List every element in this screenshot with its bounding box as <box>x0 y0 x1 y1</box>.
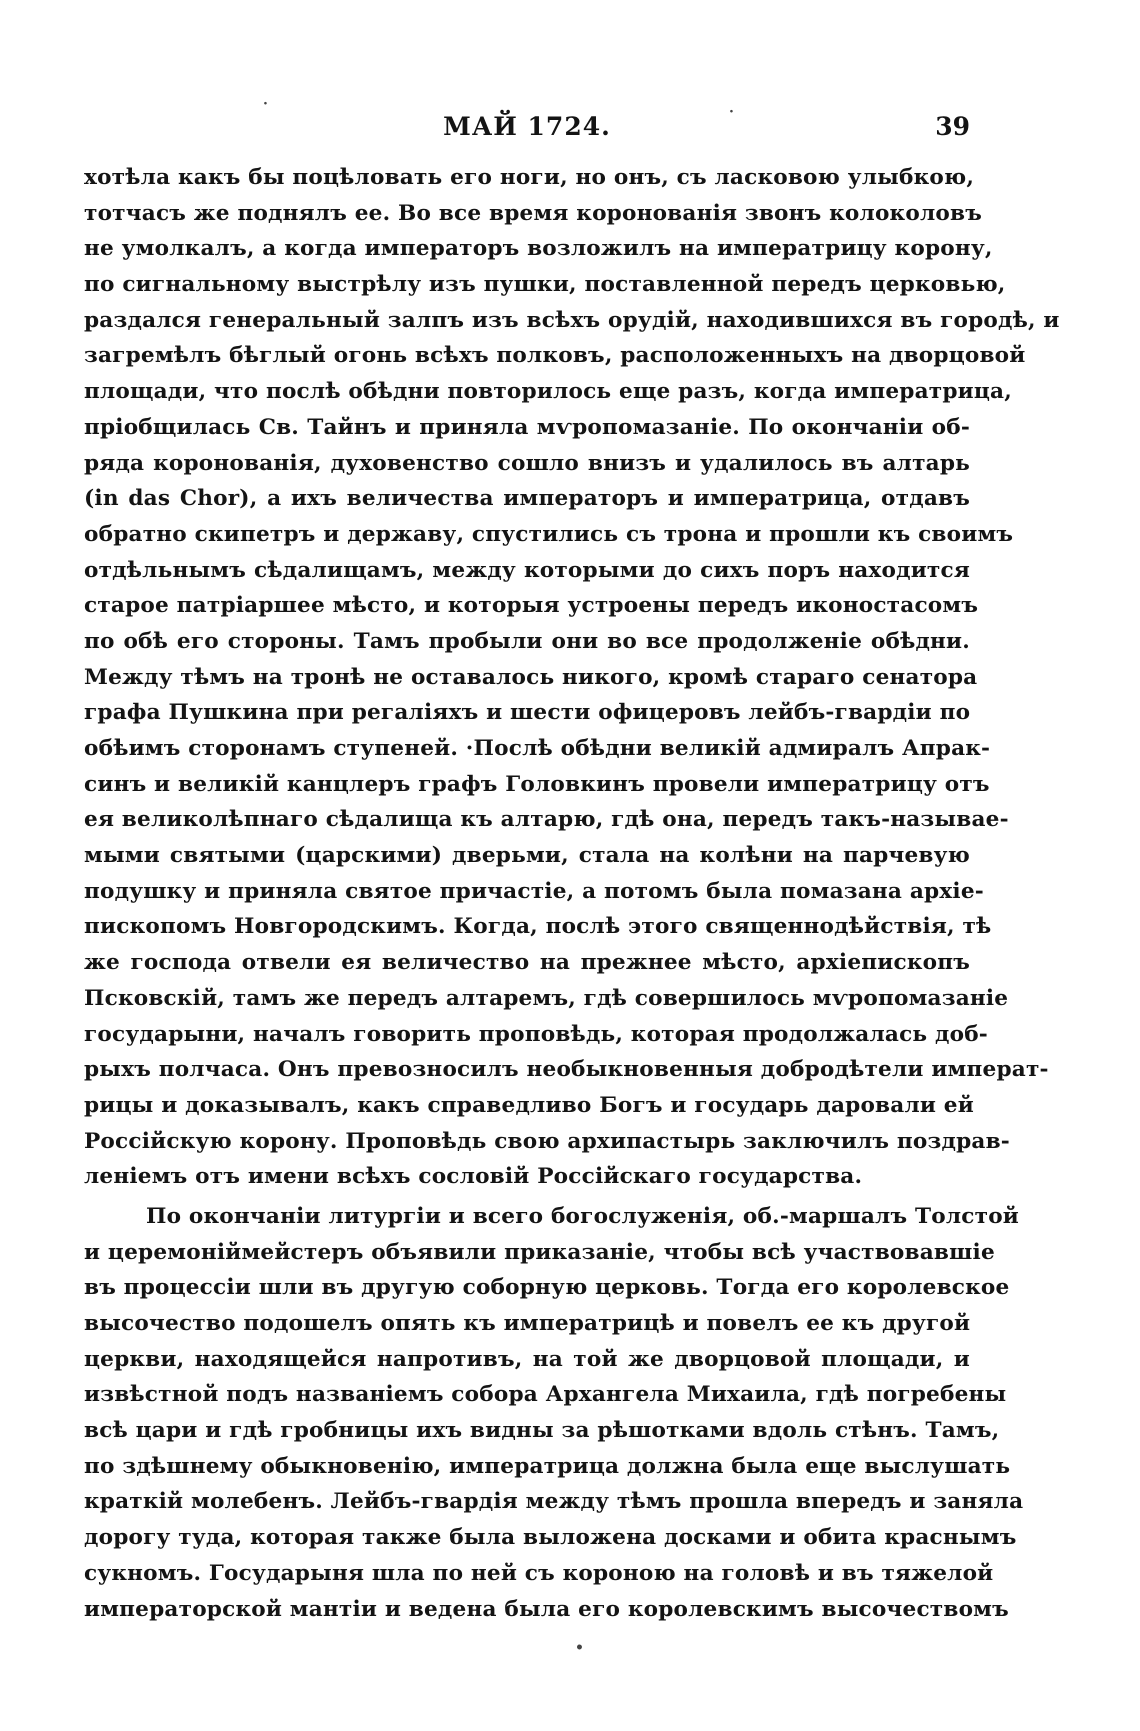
text-line: леніемъ отъ имени всѣхъ сословій Россійскаго государства. <box>84 1164 863 1190</box>
text-line: высочество подошелъ опять къ императрицѣ и повелъ ее къ другой <box>84 1311 971 1336</box>
text-line: Россійскую корону. Проповѣдь свою архипастырь заключилъ поздрав- <box>84 1128 1010 1154</box>
text-line: обратно скипетръ и державу, спустились съ трона и прошли къ своимъ <box>84 521 1014 547</box>
text-line: раздался генеральный залпъ изъ всѣхъ орудій, находившихся въ городѣ, и <box>84 307 1060 333</box>
paragraph-2 <box>84 1199 1024 1627</box>
print-speck: • <box>575 1640 584 1656</box>
text-line: Псковскій, тамъ же передъ алтаремъ, гдѣ совершилось мѵропомазаніе <box>84 985 1009 1011</box>
text-line: площади, что послѣ обѣдни повторилось еще разъ, когда императрица, <box>84 379 1012 405</box>
text-line: императорской мантіи и ведена была его королевскимъ высочествомъ <box>84 1596 1009 1622</box>
text-line: краткій молебенъ. Лейбъ-гвардія между тѣмъ прошла впередъ и заняла <box>84 1489 1024 1515</box>
text-line: ея великолѣпнаго сѣдалища къ алтарю, гдѣ она, передъ такъ-называе- <box>84 807 1009 833</box>
print-speck: · <box>263 96 268 112</box>
text-line: подушку и приняла святое причастіе, а потомъ была помазана архіе- <box>84 878 984 904</box>
running-title: МАЙ 1724. <box>443 112 611 141</box>
text-line: по обѣ его стороны. Тамъ пробыли они во все продолженіе обѣдни. <box>84 628 970 654</box>
text-line: рыхъ полчаса. Онъ превозносилъ необыкновенныя добродѣтели императ- <box>84 1057 1049 1083</box>
text-line: же господа отвели ея величество на прежнее мѣсто, архіепископъ <box>84 950 970 976</box>
text-line: не умолкалъ, а когда императоръ возложилъ на императрицу корону, <box>84 236 993 262</box>
text-line: пріобщилась Св. Тайнъ и приняла мѵропомазаніе. По окончаніи об- <box>84 414 970 440</box>
text-line: по сигнальному выстрѣлу изъ пушки, поставленной передъ церковью, <box>84 272 1006 298</box>
text-line: графа Пушкина при регаліяхъ и шести офицеровъ лейбъ-гвардіи по <box>84 700 971 726</box>
text-line: и церемоніймейстеръ объявили приказаніе, чтобы всѣ участвовавшіе <box>84 1239 995 1265</box>
page-header <box>84 112 970 152</box>
text-line: церкви, находящейся напротивъ, на той же дворцовой площади, и <box>84 1346 970 1372</box>
text-line: всѣ цари и гдѣ гробницы ихъ видны за рѣшотками вдоль стѣнъ. Тамъ, <box>84 1418 1000 1444</box>
text-line: рицы и доказывалъ, какъ справедливо Богъ и государь даровали ей <box>84 1092 974 1118</box>
print-speck: · <box>729 104 734 120</box>
text-line: сукномъ. Государыня шла по ней съ короною на головѣ и въ тяжелой <box>84 1560 994 1586</box>
text-line: По окончаніи литургіи и всего богослуженія, об.-маршалъ Толстой <box>146 1203 1020 1229</box>
text-line: пископомъ Новгородскимъ. Когда, послѣ этого священнодѣйствія, тѣ <box>84 914 992 940</box>
text-line: отдѣльнымъ сѣдалищамъ, между которыми до сихъ поръ находится <box>84 557 970 583</box>
text-line: Между тѣмъ на тронѣ не оставалось никого, кромѣ стараго сенатора <box>84 664 978 690</box>
text-line: государыни, началъ говорить проповѣдь, которая продолжалась доб- <box>84 1021 988 1047</box>
text-line: загремѣлъ бѣглый огонь всѣхъ полковъ, расположенныхъ на дворцовой <box>84 343 1026 369</box>
text-line: дорогу туда, которая также была выложена досками и обита краснымъ <box>84 1525 1017 1551</box>
text-line: въ процессіи шли въ другую соборную церковь. Тогда его королевское <box>84 1275 1010 1301</box>
text-line: ряда коронованія, духовенство сошло внизъ и удалилось въ алтарь <box>84 450 970 476</box>
text-line: (in das Chor), а ихъ величества императоръ и императрица, отдавъ <box>84 486 970 512</box>
text-line: по здѣшнему обыкновенію, императрица должна была еще выслушать <box>84 1453 1011 1479</box>
text-line: обѣимъ сторонамъ ступеней. ·Послѣ обѣдни великій адмиралъ Апрак- <box>84 736 991 761</box>
text-line: мыми святыми (царскими) дверьми, стала на колѣни на парчевую <box>84 843 970 869</box>
body-text <box>84 160 1060 1627</box>
text-line: старое патріаршее мѣсто, и которыя устроены передъ иконостасомъ <box>84 593 979 619</box>
page-number: 39 <box>935 112 970 141</box>
paragraph-1 <box>84 160 1060 1195</box>
text-line: извѣстной подъ названіемъ собора Архангела Михаила, гдѣ погребены <box>84 1382 1007 1408</box>
text-line: хотѣла какъ бы поцѣловать его ноги, но онъ, съ ласковою улыбкою, <box>84 165 975 190</box>
text-line: тотчасъ же поднялъ ее. Во все время коронованія звонъ колоколовъ <box>84 200 982 226</box>
text-line: синъ и великій канцлеръ графъ Головкинъ провели императрицу отъ <box>84 771 990 797</box>
